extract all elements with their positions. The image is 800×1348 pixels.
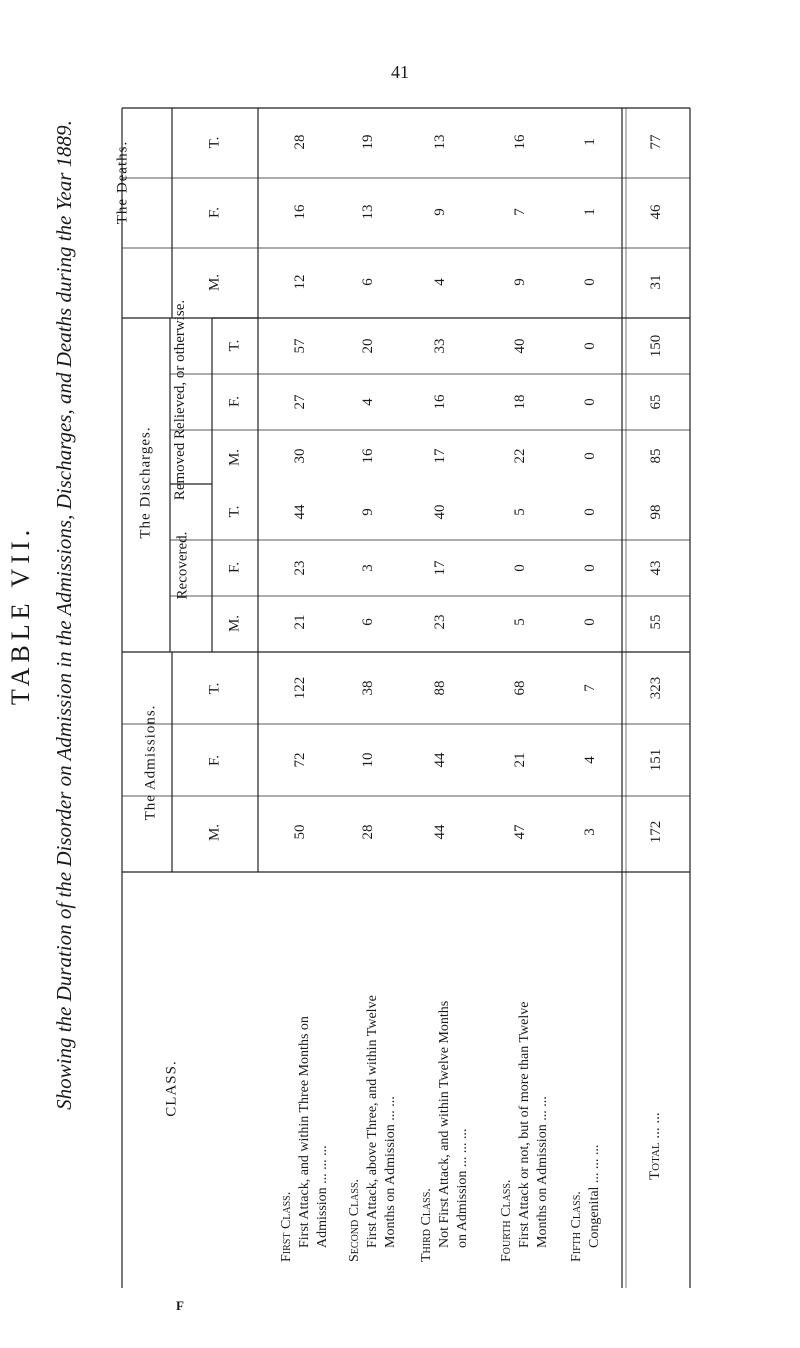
rec-t-row1: 44 — [292, 504, 308, 520]
dth-f-row2: 13 — [360, 204, 376, 220]
dth-m-row1: 12 — [292, 274, 308, 290]
dth-m-row5: 0 — [582, 278, 598, 286]
adm-m-row2: 28 — [360, 824, 376, 840]
header-admissions-f: F. — [206, 755, 223, 766]
header-admissions: The Admissions. — [142, 704, 159, 821]
header-removed-t: T. — [226, 339, 243, 352]
header-removed: Removed Relieved, or otherwise. — [172, 299, 188, 501]
rec-f-row2: 3 — [360, 564, 376, 572]
dth-f-row1: 16 — [292, 204, 308, 220]
rem-t-row1: 57 — [292, 338, 308, 354]
rem-m-row4: 22 — [512, 448, 528, 464]
rec-m-row5: 0 — [582, 618, 598, 626]
rec-m-row4: 5 — [512, 618, 528, 626]
adm-f-row2: 10 — [360, 752, 376, 768]
total-adm-t: 323 — [648, 676, 664, 700]
class-description: First Attack, above Three, and within Twelve — [365, 995, 380, 1248]
adm-t-row5: 7 — [582, 684, 598, 692]
header-recovered-t: T. — [226, 505, 243, 518]
class-description: First Attack or not, but of more than Twelve — [517, 1001, 532, 1248]
class-name: Fifth Class. — [569, 1191, 584, 1262]
header-recovered: Recovered. — [174, 531, 191, 600]
rem-f-row1: 27 — [292, 394, 308, 410]
class-description: Months on Admission ... ... — [383, 1096, 398, 1248]
rem-t-row4: 40 — [512, 338, 528, 354]
rec-t-row4: 5 — [512, 508, 528, 516]
adm-f-row4: 21 — [512, 752, 528, 768]
header-deaths-t: T. — [206, 136, 223, 149]
total-dth-m: 31 — [648, 274, 664, 290]
rem-f-row5: 0 — [582, 398, 598, 406]
adm-f-row1: 72 — [292, 752, 308, 768]
class-description: Not First Attack, and within Twelve Months — [437, 1000, 452, 1248]
rec-t-row2: 9 — [360, 508, 376, 516]
total-rem-t: 150 — [648, 334, 664, 358]
dth-f-row3: 9 — [432, 208, 448, 216]
adm-m-row4: 47 — [512, 824, 528, 840]
rem-f-row2: 4 — [360, 398, 376, 406]
dth-m-row4: 9 — [512, 278, 528, 286]
dth-t-row2: 19 — [360, 134, 376, 150]
class-description: on Admission ... ... ... — [455, 1128, 470, 1248]
page-number: 41 — [391, 62, 409, 82]
adm-f-row3: 44 — [432, 752, 448, 768]
class-label-row4 — [498, 1002, 552, 1262]
rem-m-row3: 17 — [432, 448, 448, 464]
rem-f-row4: 18 — [512, 394, 528, 410]
dth-f-row5: 1 — [582, 208, 598, 216]
dth-t-row3: 13 — [432, 134, 448, 150]
header-discharges: The Discharges. — [137, 426, 154, 539]
header-class: CLASS. — [163, 1060, 180, 1117]
class-description: Congenital ... ... ... — [587, 1144, 602, 1248]
header-removed-f: F. — [226, 396, 243, 407]
adm-t-row1: 122 — [292, 676, 308, 700]
adm-t-row3: 88 — [432, 680, 448, 696]
adm-f-row5: 4 — [582, 756, 598, 764]
adm-t-row2: 38 — [360, 680, 376, 696]
class-description: Admission ... ... ... — [315, 1145, 330, 1248]
dth-f-row4: 7 — [512, 208, 528, 216]
dth-t-row5: 1 — [582, 138, 598, 146]
adm-m-row1: 50 — [292, 824, 308, 840]
class-name: Third Class. — [419, 1188, 434, 1262]
rec-m-row2: 6 — [360, 618, 376, 626]
adm-m-row3: 44 — [432, 824, 448, 840]
rem-m-row1: 30 — [292, 448, 308, 464]
rec-f-row5: 0 — [582, 564, 598, 572]
class-name: First Class. — [279, 1191, 294, 1262]
rem-t-row2: 20 — [360, 338, 376, 354]
dth-m-row2: 6 — [360, 278, 376, 286]
rem-m-row5: 0 — [582, 452, 598, 460]
class-label-row3 — [418, 1001, 472, 1262]
total-dth-t: 77 — [648, 134, 664, 150]
total-rem-m: 85 — [648, 448, 664, 464]
total-rec-f: 43 — [648, 560, 664, 576]
table-title: TABLE VII. — [6, 524, 35, 706]
class-description: First Attack, and within Three Months on — [297, 1016, 312, 1248]
rec-t-row5: 0 — [582, 508, 598, 516]
header-recovered-f: F. — [226, 562, 243, 573]
rec-f-row3: 17 — [432, 560, 448, 576]
dth-t-row4: 16 — [512, 134, 528, 150]
class-name: Second Class. — [347, 1178, 362, 1262]
rec-f-row4: 0 — [512, 564, 528, 572]
rem-t-row5: 0 — [582, 342, 598, 350]
rem-t-row3: 33 — [432, 338, 448, 354]
total-rec-m: 55 — [648, 614, 664, 630]
header-recovered-m: M. — [226, 614, 243, 633]
total-dth-f: 46 — [648, 204, 664, 220]
rec-t-row3: 40 — [432, 504, 448, 520]
class-label-row1 — [278, 1016, 332, 1262]
adm-t-row4: 68 — [512, 680, 528, 696]
header-admissions-t: T. — [206, 682, 223, 695]
header-deaths-f: F. — [206, 207, 223, 218]
adm-m-row5: 3 — [582, 828, 598, 836]
header-removed-m: M. — [226, 448, 243, 467]
rem-f-row3: 16 — [432, 394, 448, 410]
class-label-row2 — [346, 995, 400, 1262]
class-label-row5 — [568, 1145, 604, 1262]
rec-f-row1: 23 — [292, 560, 308, 576]
dth-t-row1: 28 — [292, 134, 308, 150]
total-adm-m: 172 — [648, 820, 664, 844]
class-name: Fourth Class. — [499, 1179, 514, 1262]
dth-m-row3: 4 — [432, 278, 448, 286]
header-admissions-m: M. — [206, 823, 223, 842]
rem-m-row2: 16 — [360, 448, 376, 464]
total-rec-t: 98 — [648, 504, 664, 520]
total-label: Total ... ... — [647, 1112, 663, 1180]
class-description: Months on Admission ... ... — [535, 1096, 550, 1248]
signature-mark: F — [176, 1298, 184, 1313]
total-adm-f: 151 — [648, 748, 664, 772]
rec-m-row3: 23 — [432, 614, 448, 630]
total-rem-f: 65 — [648, 394, 664, 410]
table-caption: Showing the Duration of the Disorder on Admission in the Admissions, Discharges, and Deaths during the Year 1889. — [52, 120, 76, 1110]
header-deaths-m: M. — [206, 273, 223, 292]
header-deaths: The Deaths. — [114, 140, 131, 225]
rec-m-row1: 21 — [292, 614, 308, 630]
